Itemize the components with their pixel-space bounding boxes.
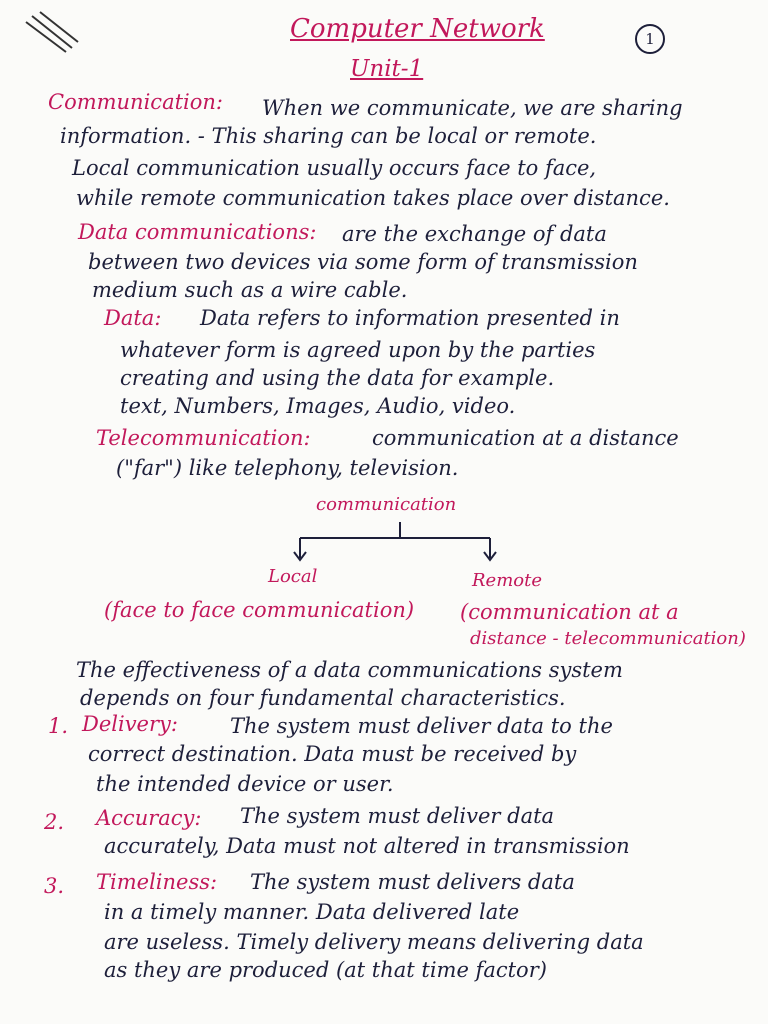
- diagram-right-note-2: distance - telecommunication): [470, 628, 746, 649]
- telecommunication-term: Telecommunication:: [96, 426, 311, 450]
- data-line-2: whatever form is agreed upon by the parties: [120, 338, 596, 362]
- communication-line-3: Local communication usually occurs face to face,: [72, 156, 597, 180]
- data-line-4: text, Numbers, Images, Audio, video.: [120, 394, 516, 418]
- characteristic-1-line-3: the intended device or user.: [96, 772, 394, 796]
- characteristic-3-line-3: are useless. Timely delivery means delivering data: [104, 930, 644, 954]
- characteristic-3-line-2: in a timely manner. Data delivered late: [104, 900, 520, 924]
- telecommunication-line-2: ("far") like telephony, television.: [116, 456, 459, 480]
- characteristic-1-term: Delivery:: [82, 712, 178, 736]
- page-subtitle: Unit-1: [350, 56, 424, 82]
- characteristic-1-line-2: correct destination. Data must be received by: [88, 742, 577, 766]
- communication-line-2: information. - This sharing can be local or remote.: [60, 124, 597, 148]
- characteristic-1-number: 1.: [48, 714, 69, 738]
- communication-line-4: while remote communication takes place over distance.: [76, 186, 670, 210]
- characteristic-2-term: Accuracy:: [96, 806, 202, 830]
- characteristic-2-number: 2.: [44, 810, 65, 834]
- diagram-right-note-1: (communication at a: [460, 600, 679, 624]
- data-communications-line-2: between two devices via some form of transmission: [88, 250, 638, 274]
- data-term: Data:: [104, 306, 162, 330]
- characteristic-3-number: 3.: [44, 874, 65, 898]
- characteristic-2-line-2: accurately, Data must not altered in transmission: [104, 834, 630, 858]
- data-line-1: Data refers to information presented in: [200, 306, 620, 330]
- diagram-root: communication: [316, 494, 457, 515]
- characteristic-3-term: Timeliness:: [96, 870, 218, 894]
- diagram-right-child: Remote: [472, 570, 542, 591]
- data-line-3: creating and using the data for example.: [120, 366, 555, 390]
- tree-diagram: [290, 518, 510, 564]
- data-communications-line-3: medium such as a wire cable.: [92, 278, 408, 302]
- page-number: 1: [635, 24, 665, 54]
- effectiveness-line-2: depends on four fundamental characteristics.: [80, 686, 566, 710]
- characteristic-2-line-1: The system must deliver data: [240, 804, 555, 828]
- data-communications-line-1: are the exchange of data: [342, 222, 607, 246]
- communication-line-1: When we communicate, we are sharing: [262, 96, 683, 120]
- diagram-left-child: Local: [268, 566, 318, 587]
- characteristic-1-line-1: The system must deliver data to the: [230, 714, 613, 738]
- communication-term: Communication:: [48, 90, 223, 114]
- page-title: Computer Network: [290, 14, 545, 44]
- diagram-left-note: (face to face communication): [104, 598, 415, 622]
- characteristic-3-line-4: as they are produced (at that time factor): [104, 958, 547, 982]
- characteristic-3-line-1: The system must delivers data: [250, 870, 575, 894]
- effectiveness-line-1: The effectiveness of a data communications system: [76, 658, 623, 682]
- telecommunication-line-1: communication at a distance: [372, 426, 679, 450]
- data-communications-term: Data communications:: [78, 220, 317, 244]
- corner-scribble: [22, 8, 82, 58]
